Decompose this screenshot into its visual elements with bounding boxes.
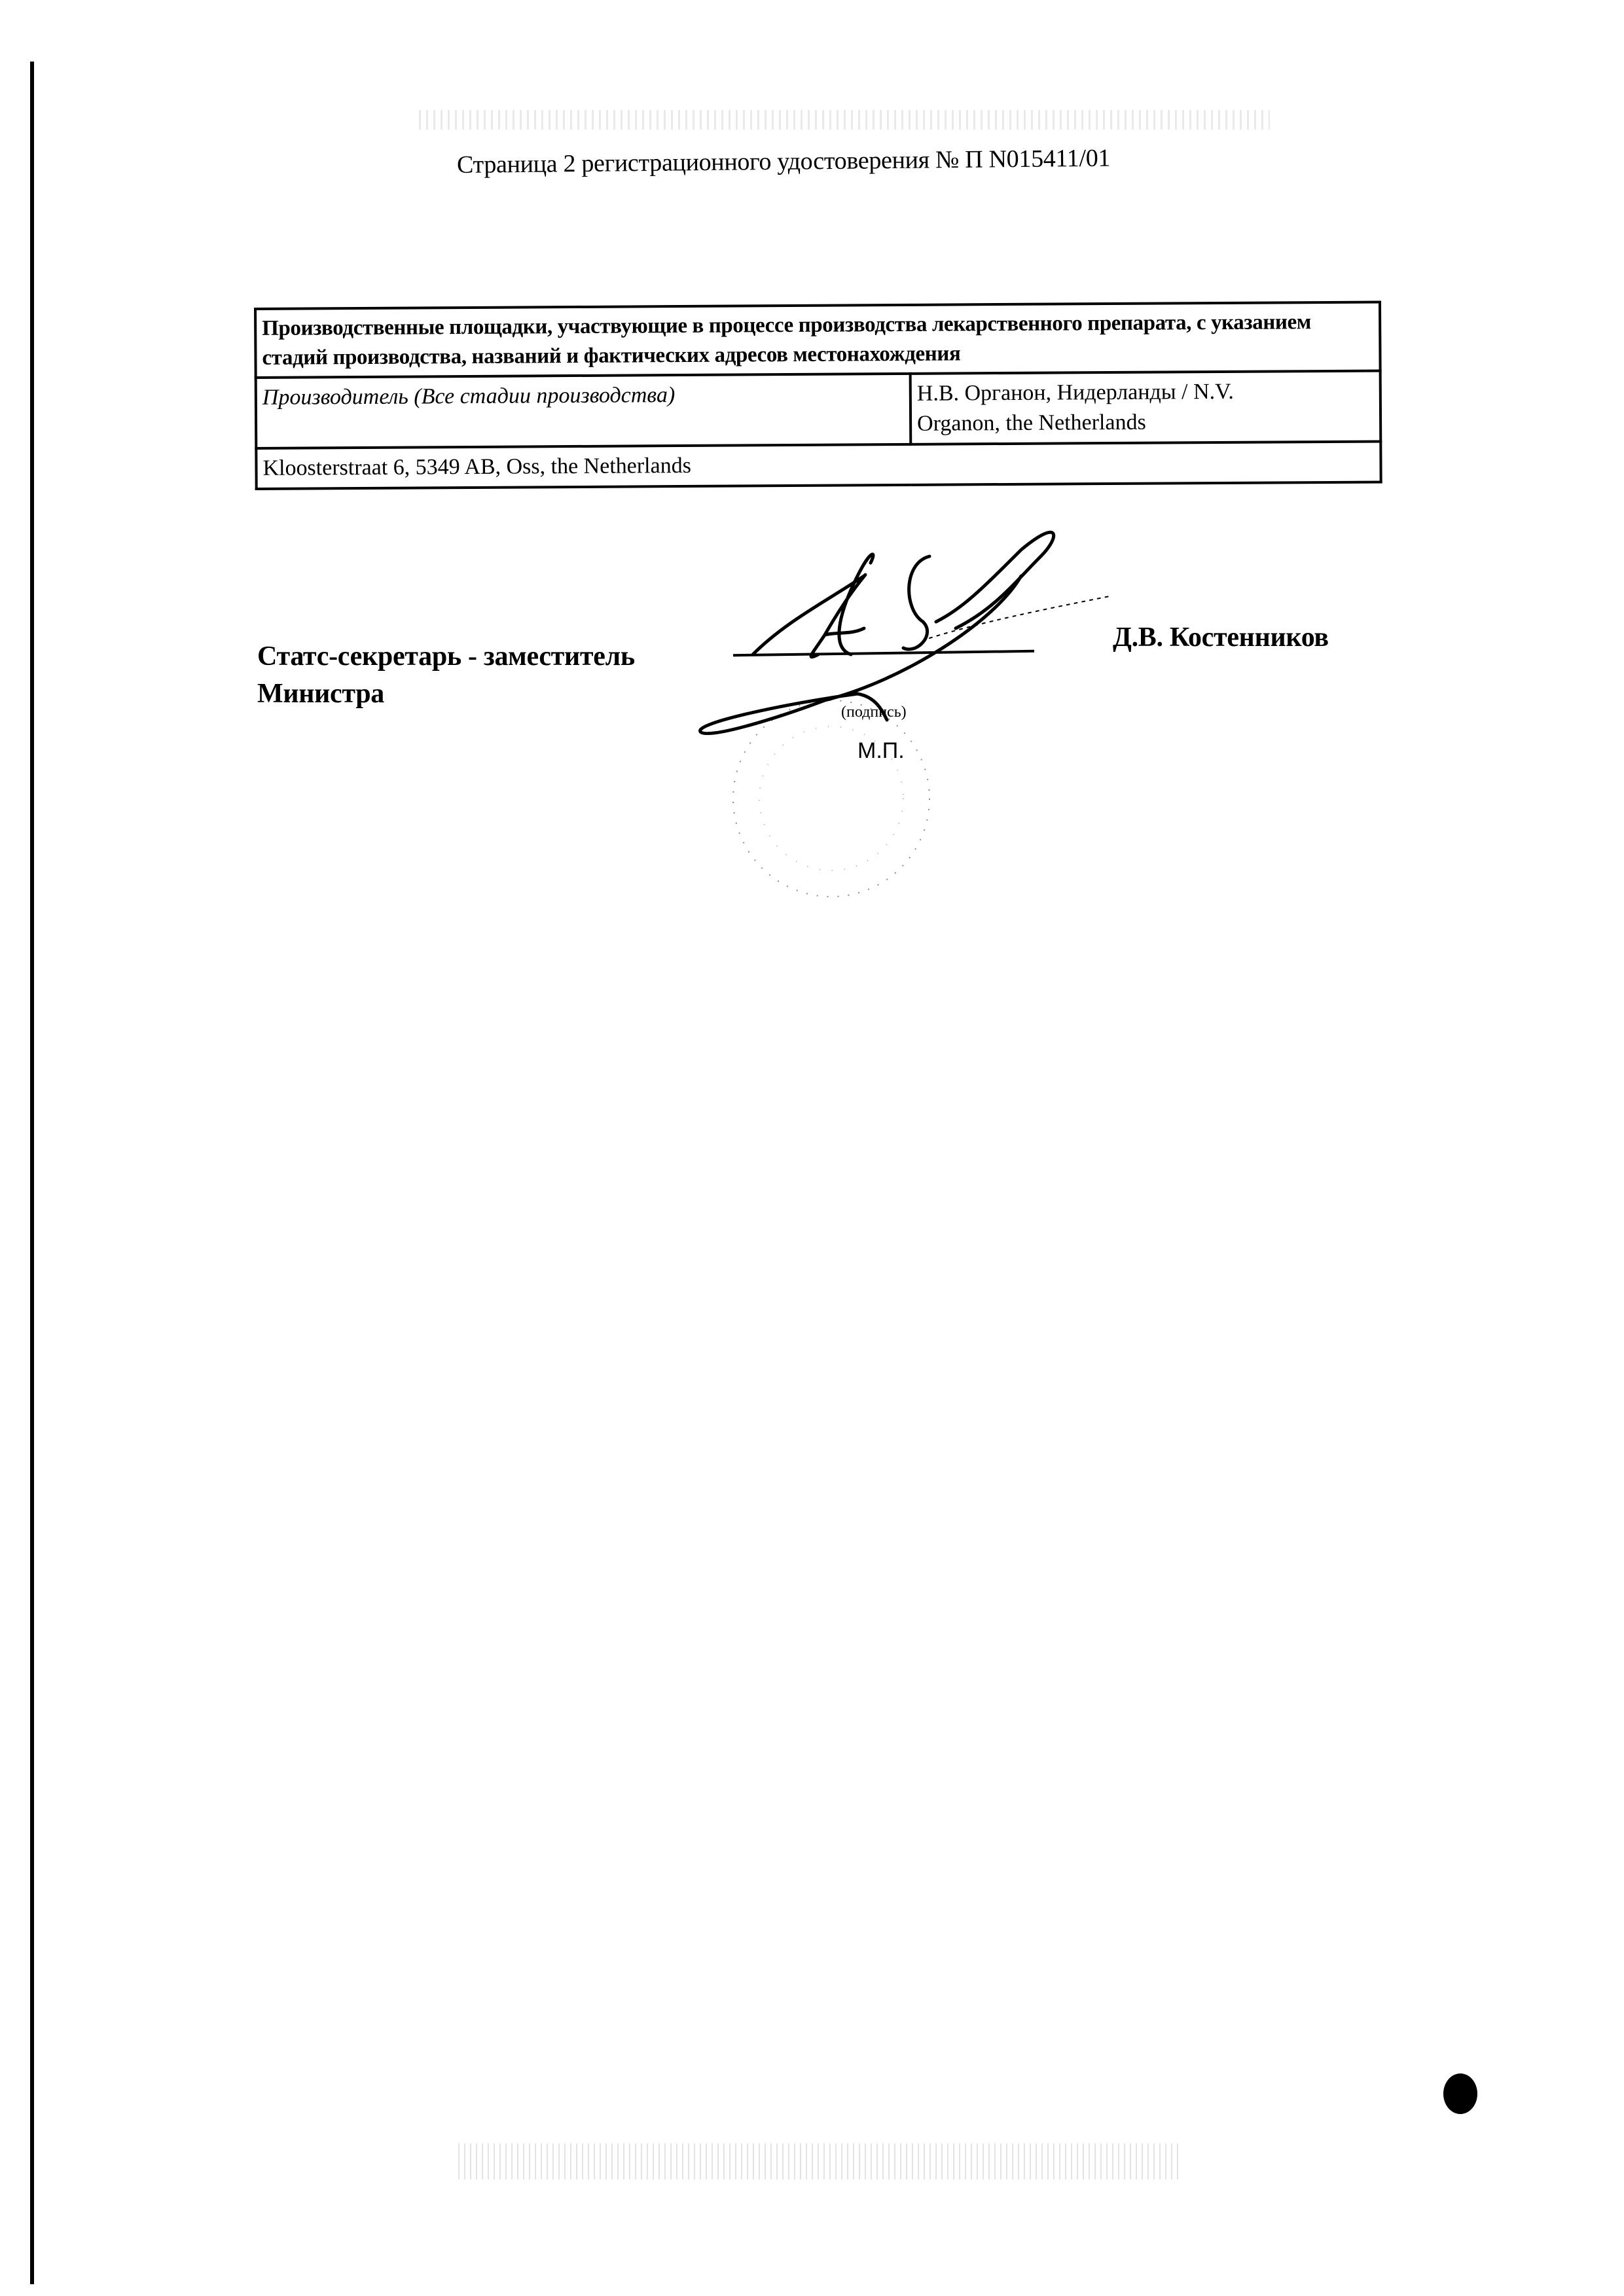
table-header-row — [255, 302, 1380, 378]
signatory-title — [257, 638, 635, 712]
scan-noise-top — [419, 110, 1270, 130]
scan-left-edge — [30, 62, 34, 2280]
manufacturer-role-cell: Производитель (Все стадии производства) — [256, 374, 911, 448]
seal-label: М.П. — [857, 738, 905, 763]
stamp-icon — [681, 694, 982, 929]
scan-noise-bottom — [458, 2144, 1178, 2179]
signatory-name: Д.В. Костенников — [1113, 622, 1329, 653]
table-row-address — [256, 441, 1380, 488]
manufacturing-sites-table — [254, 300, 1382, 490]
manufacturer-name-cell — [911, 371, 1381, 444]
scan-left-edge-broken — [30, 2153, 34, 2284]
manufacturer-address-cell: Kloosterstraat 6, 5349 AB, Oss, the Netherlands — [256, 441, 1380, 488]
page-header: Страница 2 регистрационного удостоверения № П N015411/01 — [456, 144, 1111, 179]
punch-hole-icon — [1443, 2073, 1477, 2114]
table-header-cell: Производственные площадки, участвующие в процессе производства лекарственного препарата, с указанием стадий производства, названий и фактических адресов местонахождения — [255, 302, 1380, 378]
table-row — [256, 371, 1381, 448]
manufacturer-name-line1: Н.В. Органон, Нидерланды / N.V. — [916, 379, 1234, 406]
signatory-title-line2: Министра — [257, 678, 384, 709]
signature-caption: (подпись) — [841, 704, 907, 721]
signatory-title-line1: Статс-секретарь - заместитель — [257, 641, 635, 672]
manufacturer-name-line2: Organon, the Netherlands — [916, 410, 1146, 436]
